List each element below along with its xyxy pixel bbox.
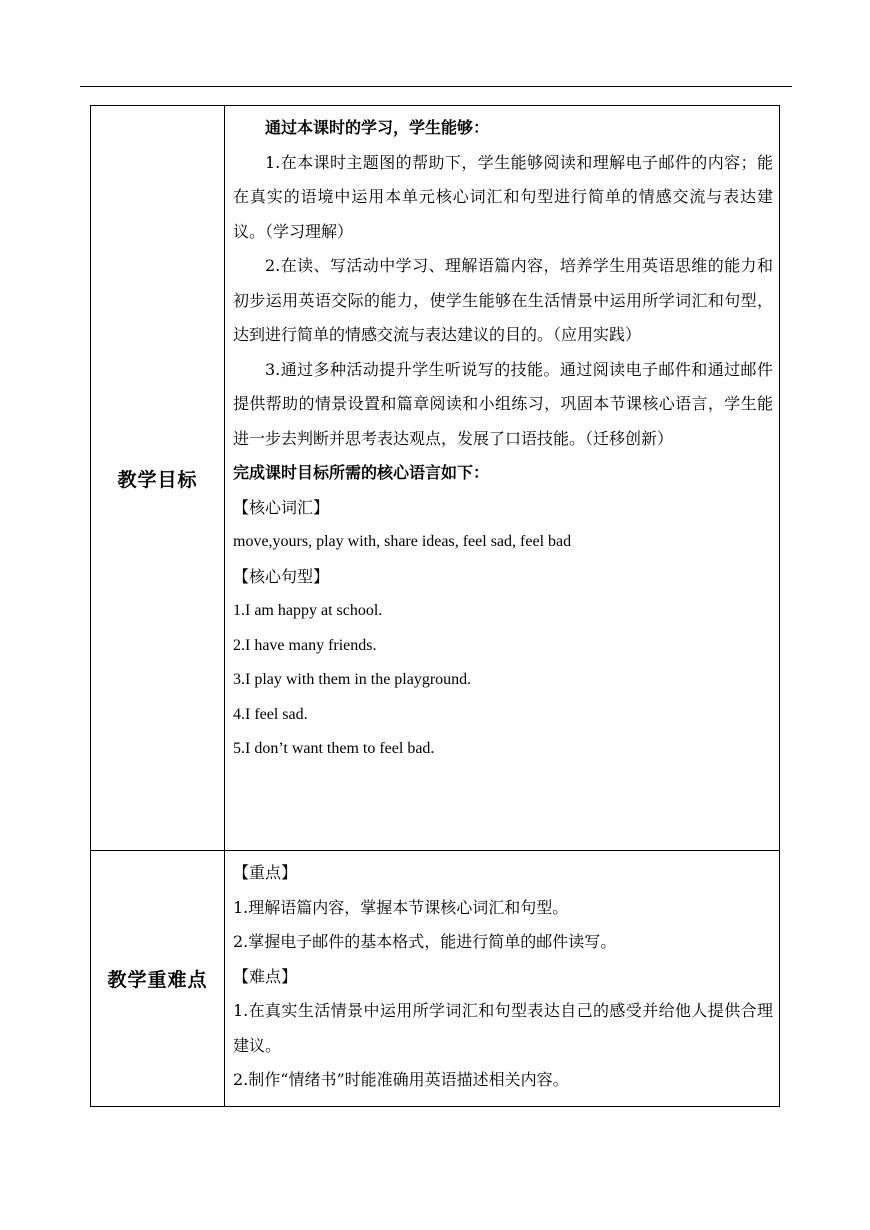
vocab-list: move,yours, play with, share ideas, feel sad, feel bad [233,533,572,550]
focus-item: 2.掌握电子邮件的基本格式，能进行简单的邮件读写。 [233,932,617,951]
focus-heading: 【重点】 [233,863,298,882]
key-points-content [225,851,780,1107]
objectives-row [91,106,780,851]
sentence-item: 5.I don’t want them to feel bad. [233,740,435,757]
key-points-row [91,851,780,1107]
key-points-label: 教学重难点 [91,851,225,1107]
objective-goal-3: 3.通过多种活动提升学生听说写的技能。通过阅读电子邮件和通过邮件提供帮助的情景设置和篇章阅读和小组练习，巩固本节课核心语言，学生能进一步去判断并思考表达观点，发展了口语技能。（迁移创新） [233,359,773,448]
difficulty-item: 2.制作“情绪书”时能准确用英语描述相关内容。 [233,1070,569,1089]
objectives-label: 教学目标 [91,106,225,851]
header-rule [80,86,792,87]
sentence-item: 3.I play with them in the playground. [233,671,472,688]
difficulty-heading: 【难点】 [233,966,298,986]
focus-item: 1.理解语篇内容，掌握本节课核心词汇和句型。 [233,897,569,917]
sentence-item: 2.I have many friends. [233,636,377,654]
sentence-item: 1.I am happy at school. [233,602,383,619]
objective-goal-1: 1.在本课时主题图的帮助下，学生能够阅读和理解电子邮件的内容；能在真实的语境中运用本单元核心词汇和句型进行简单的情感交流与表达建议。（学习理解） [233,152,773,241]
difficulty-item: 1.在真实生活情景中运用所学词汇和句型表达自己的感受并给他人提供合理建议。 [233,1001,773,1055]
vocab-heading: 【核心词汇】 [233,497,330,517]
objectives-intro: 通过本课时的学习，学生能够： [265,118,490,137]
sentence-heading: 【核心句型】 [233,566,330,586]
objectives-content [225,106,780,851]
lesson-plan-table [90,105,780,1107]
sentence-item: 4.I feel sad. [233,705,308,723]
core-language-title: 完成课时目标所需的核心语言如下： [233,463,490,482]
objective-goal-2: 2.在读、写活动中学习、理解语篇内容，培养学生用英语思维的能力和初步运用英语交际的能力，使学生能够在生活情景中运用所学词汇和句型，达到进行简单的情感交流与表达建议的目的。（应用实践） [233,256,773,344]
